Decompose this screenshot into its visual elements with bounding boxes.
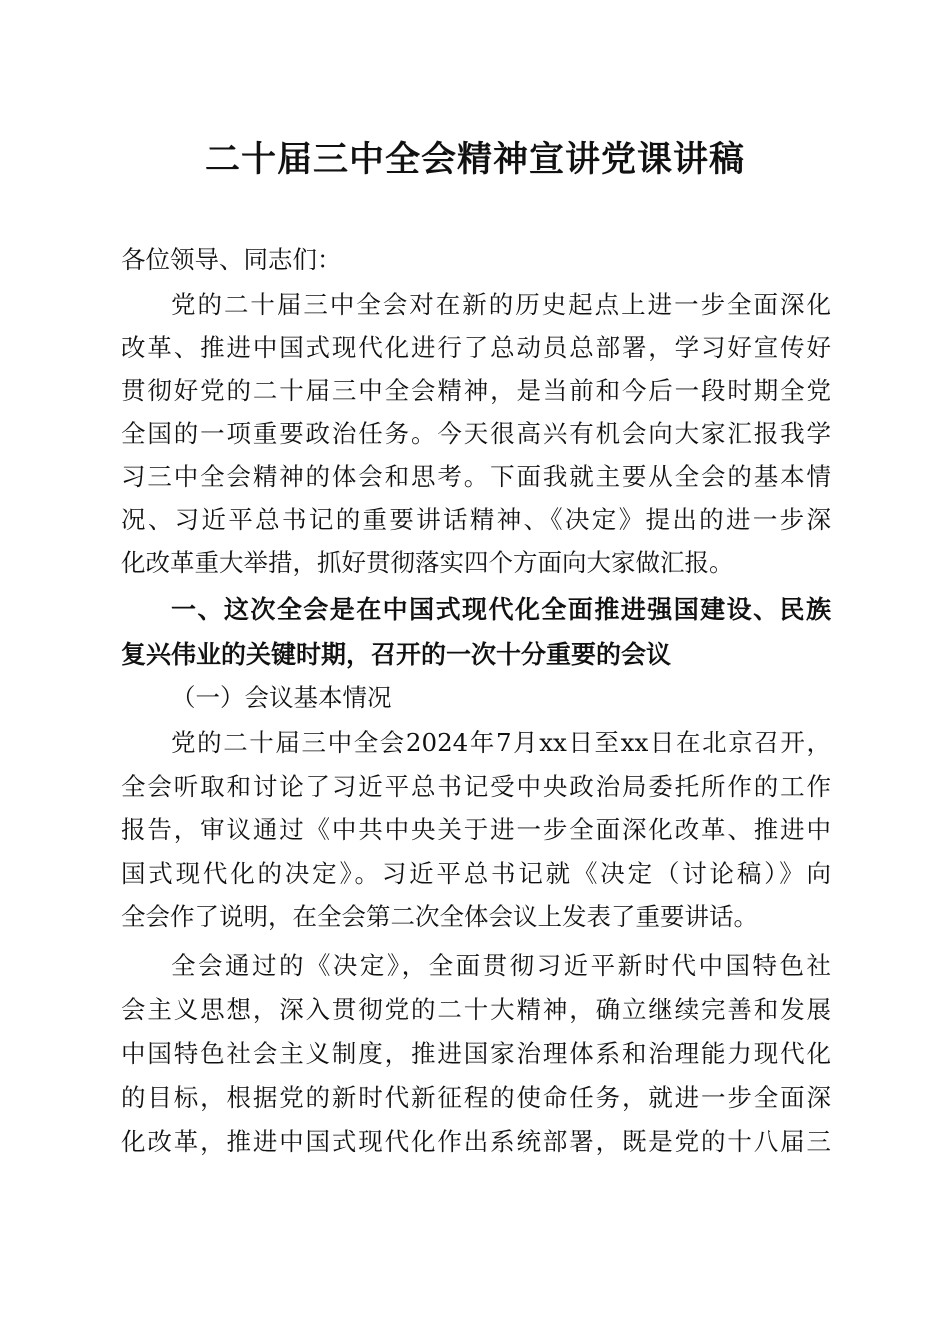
paragraph-line: 党的二十届三中全会2024年7月xx日至xx日在北京召开， [171,728,831,757]
paragraph-line: 全会通过的《决定》，全面贯彻习近平新时代中国特色社 [171,951,831,980]
paragraph-line: 党的二十届三中全会对在新的历史起点上进一步全面深化 [171,290,831,319]
paragraph-line: 的目标，根据党的新时代新征程的使命任务，就进一步全面深 [121,1083,831,1112]
paragraph-line: 化改革重大举措，抓好贯彻落实四个方面向大家做汇报。 [121,548,734,577]
paragraph-line: 习三中全会精神的体会和思考。下面我就主要从全会的基本情 [121,462,831,491]
paragraph-line: 中国特色社会主义制度，推进国家治理体系和治理能力现代化 [121,1039,831,1068]
paragraph-line: 会主义思想，深入贯彻党的二十大精神，确立继续完善和发展 [121,995,831,1024]
paragraph-line: 况、习近平总书记的重要讲话精神、《决定》提出的进一步深 [121,505,831,534]
paragraph-line: 报告，审议通过《中共中央关于进一步全面深化改革、推进中 [121,815,831,844]
paragraph-line: 全会听取和讨论了习近平总书记受中央政治局委托所作的工作 [121,772,831,801]
paragraph-line: 改革、推进中国式现代化进行了总动员总部署，学习好宣传好 [121,333,831,362]
section-heading: 一、这次全会是在中国式现代化全面推进强国建设、民族 [171,595,831,624]
subsection-heading: （一）会议基本情况 [171,683,392,712]
paragraph-line: 全国的一项重要政治任务。今天很高兴有机会向大家汇报我学 [121,419,831,448]
paragraph-line: 国式现代化的决定》。习近平总书记就《决定（讨论稿）》向 [121,859,831,888]
section-heading: 复兴伟业的关键时期，召开的一次十分重要的会议 [121,640,672,669]
salutation: 各位领导、同志们： [121,245,342,274]
paragraph-line: 贯彻好党的二十届三中全会精神，是当前和今后一段时期全党 [121,376,831,405]
paragraph-line: 全会作了说明，在全会第二次全体会议上发表了重要讲话。 [121,902,758,931]
document-title: 二十届三中全会精神宣讲党课讲稿 [204,139,745,180]
paragraph-line: 化改革，推进中国式现代化作出系统部署，既是党的十八届三 [121,1127,831,1156]
